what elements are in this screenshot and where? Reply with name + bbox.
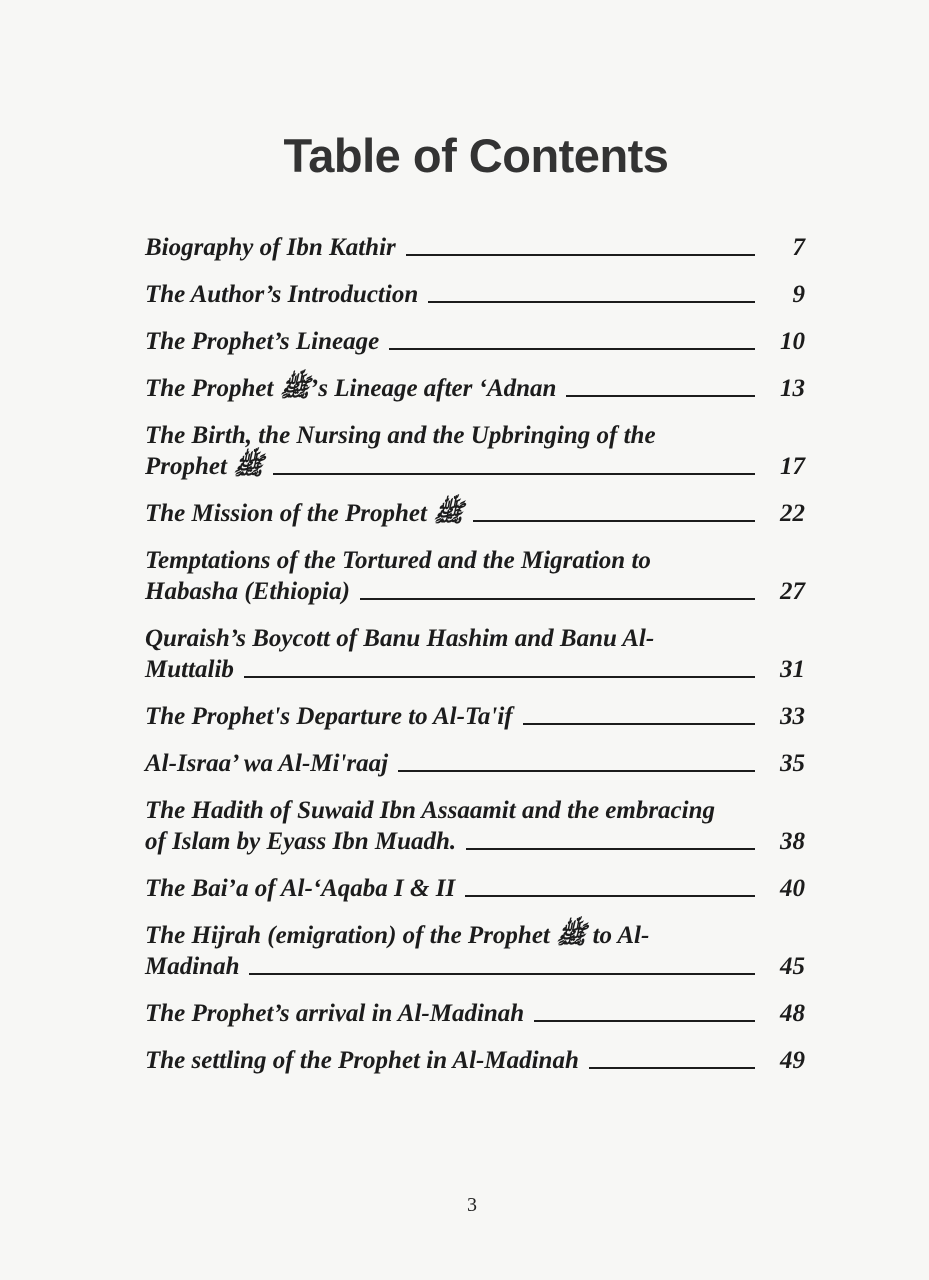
- toc-entry-title: The Birth, the Nursing and the Upbringing of the: [145, 422, 656, 449]
- toc-entry-title: The Prophet’s Lineage: [145, 328, 380, 355]
- toc-entry: [145, 498, 805, 529]
- toc-entry-title-continued: Habasha (Ethiopia): [145, 578, 350, 605]
- toc-entry-title: Quraish’s Boycott of Banu Hashim and Banu Al-: [145, 625, 655, 652]
- toc-entry: [145, 232, 805, 263]
- toc-entry: [145, 701, 805, 732]
- page-number: 3: [467, 1194, 477, 1216]
- toc-leader: [589, 1067, 755, 1069]
- toc-entry-title: The Author’s Introduction: [145, 281, 419, 308]
- toc-page-number: 40: [780, 875, 805, 902]
- toc-leader: [249, 973, 755, 975]
- toc-entry-title: The Hijrah (emigration) of the Prophet ﷺ to Al-: [145, 922, 650, 949]
- toc-leader: [360, 598, 755, 600]
- toc-entry-title: Biography of Ibn Kathir: [145, 234, 396, 261]
- toc-leader: [466, 848, 755, 850]
- toc-entry: [145, 795, 805, 857]
- toc-entry-title-continued: of Islam by Eyass Ibn Muadh.: [145, 828, 457, 855]
- toc-page-number: 17: [780, 453, 805, 480]
- toc-leader: [523, 723, 755, 725]
- toc-entry: [145, 998, 805, 1029]
- toc-leader: [566, 395, 755, 397]
- toc-page-number: 38: [780, 828, 805, 855]
- toc-entry-title-continued: Prophet ﷺ: [145, 453, 264, 480]
- toc-entry-title: The Bai’a of Al-‘Aqaba I & II: [145, 875, 456, 902]
- toc-page-number: 49: [780, 1047, 805, 1074]
- table-of-contents: [145, 232, 805, 1092]
- toc-leader: [244, 676, 755, 678]
- toc-entry-title: The Hadith of Suwaid Ibn Assaamit and the embracing: [145, 797, 716, 824]
- toc-entry-title: The Prophet ﷺ’s Lineage after ‘Adnan: [145, 375, 557, 402]
- toc-entry: [145, 1045, 805, 1076]
- toc-entry-title-continued: Muttalib: [145, 656, 234, 683]
- toc-entry: [145, 326, 805, 357]
- toc-leader: [428, 301, 755, 303]
- toc-leader: [465, 895, 755, 897]
- toc-leader: [398, 770, 755, 772]
- toc-page-number: 31: [780, 656, 805, 683]
- toc-entry-title: Temptations of the Tortured and the Migration to: [145, 547, 651, 574]
- toc-page-number: 45: [780, 953, 805, 980]
- toc-page-number: 48: [780, 1000, 805, 1027]
- toc-entry-title: The Prophet's Departure to Al-Ta'if: [145, 703, 513, 730]
- toc-leader: [389, 348, 755, 350]
- toc-page-number: 10: [780, 328, 805, 355]
- toc-entry: [145, 279, 805, 310]
- toc-entry: [145, 373, 805, 404]
- toc-entry-title: The Prophet’s arrival in Al-Madinah: [145, 1000, 525, 1027]
- toc-entry-title: The settling of the Prophet in Al-Madinah: [145, 1047, 579, 1074]
- toc-entry: [145, 420, 805, 482]
- toc-leader: [406, 254, 755, 256]
- toc-entry: [145, 748, 805, 779]
- toc-page-number: 9: [792, 281, 805, 308]
- toc-entry-title: Al-Israa’ wa Al-Mi'raaj: [145, 750, 389, 777]
- toc-leader: [473, 520, 755, 522]
- toc-leader: [534, 1020, 755, 1022]
- toc-page-number: 22: [780, 500, 805, 527]
- page-title: Table of Contents: [283, 129, 669, 182]
- toc-entry-title-continued: Madinah: [145, 953, 240, 980]
- toc-page-number: 33: [780, 703, 805, 730]
- toc-page-number: 7: [792, 234, 805, 261]
- toc-entry: [145, 873, 805, 904]
- toc-entry: [145, 920, 805, 982]
- toc-page-number: 35: [780, 750, 805, 777]
- toc-entry: [145, 623, 805, 685]
- toc-entry: [145, 545, 805, 607]
- toc-entry-title: The Mission of the Prophet ﷺ: [145, 500, 464, 527]
- toc-page-number: 27: [780, 578, 805, 605]
- toc-leader: [273, 473, 755, 475]
- toc-page-number: 13: [780, 375, 805, 402]
